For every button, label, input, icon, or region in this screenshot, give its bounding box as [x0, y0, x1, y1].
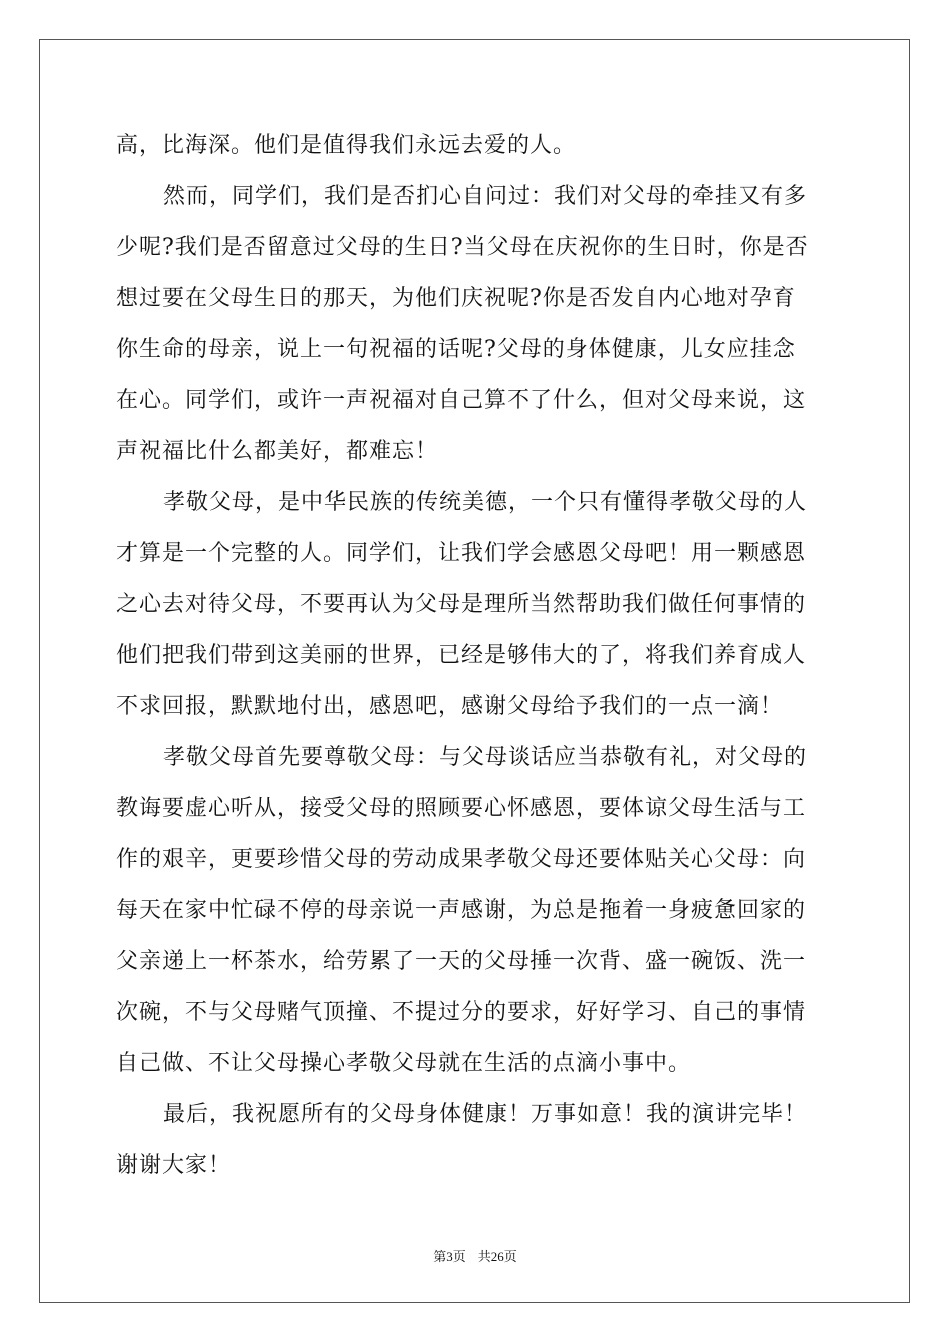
page-footer: [0, 1246, 950, 1265]
text-line: 少呢?我们是否留意过父母的生日?当父母在庆祝你的生日时，你是否: [116, 235, 809, 260]
text-line: 自己做、不让父母操心孝敬父母就在生活的点滴小事中。: [116, 1051, 692, 1076]
document-body: [116, 120, 836, 1191]
text-line: 之心去对待父母，不要再认为父母是理所当然帮助我们做任何事情的: [116, 592, 807, 617]
text-line: 孝敬父母，是中华民族的传统美德，一个只有懂得孝敬父母的人: [163, 490, 808, 515]
text-line: 想过要在父母生日的那天，为他们庆祝呢?你是否发自内心地对孕育: [116, 286, 796, 311]
text-line: 不求回报，默默地付出，感恩吧，感谢父母给予我们的一点一滴！: [116, 694, 784, 719]
page-number: 第3页: [433, 1249, 466, 1264]
text-line: 在心。同学们，或许一声祝福对自己算不了什么，但对父母来说，这: [116, 388, 807, 413]
text-line: 最后，我祝愿所有的父母身体健康！万事如意！我的演讲完毕！: [163, 1102, 808, 1127]
text-line: 次碗，不与父母赌气顶撞、不提过分的要求，好好学习、自己的事情: [116, 1000, 807, 1025]
text-line: 声祝福比什么都美好，都难忘！: [116, 439, 439, 464]
text-line: 你生命的母亲，说上一句祝福的话呢?父母的身体健康，儿女应挂念: [116, 337, 796, 362]
text-line: 教诲要虚心听从，接受父母的照顾要心怀感恩，要体谅父母生活与工: [116, 796, 807, 821]
text-line: 每天在家中忙碌不停的母亲说一声感谢，为总是拖着一身疲惫回家的: [116, 898, 807, 923]
text-line: 才算是一个完整的人。同学们，让我们学会感恩父母吧！用一颗感恩: [116, 541, 807, 566]
text-line: 作的艰辛，更要珍惜父母的劳动成果孝敬父母还要体贴关心父母：向: [116, 847, 807, 872]
text-line: 然而，同学们，我们是否扪心自问过：我们对父母的牵挂又有多: [163, 184, 808, 209]
text-line: 高，比海深。他们是值得我们永远去爱的人。: [116, 133, 577, 158]
total-pages: 共26页: [477, 1249, 517, 1264]
text-line: 父亲递上一杯茶水，给劳累了一天的父母捶一次背、盛一碗饭、洗一: [116, 949, 807, 974]
text-line: 孝敬父母首先要尊敬父母：与父母谈话应当恭敬有礼，对父母的: [163, 745, 808, 770]
text-line: 谢谢大家！: [116, 1153, 232, 1178]
text-line: 他们把我们带到这美丽的世界，已经是够伟大的了，将我们养育成人: [116, 643, 807, 668]
